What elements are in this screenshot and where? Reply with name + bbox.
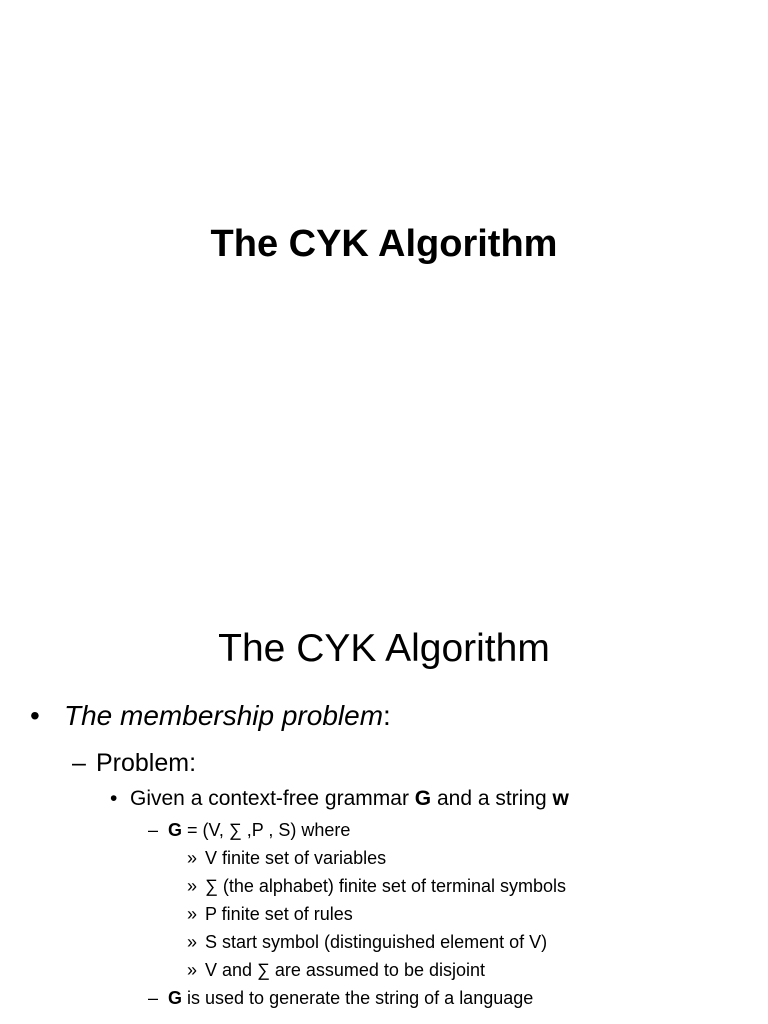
list-item-component [187,929,547,955]
bullet-g-used [148,985,533,1011]
component-text: ∑ (the alphabet) finite set of terminal symbols [205,876,566,896]
raquo-icon: » [187,848,198,868]
g-used-g: G [168,988,183,1008]
list-item-component [187,845,386,871]
raquo-icon: » [187,904,198,924]
membership-problem-colon: : [383,700,391,731]
slide-1-title: The CYK Algorithm [210,223,558,265]
component-text: P finite set of rules [205,904,353,924]
bullet-membership-problem [30,698,391,734]
component-text: V and ∑ are assumed to be disjoint [205,960,485,980]
membership-problem-text: The membership problem [64,700,384,731]
raquo-icon: » [187,876,198,896]
slide-2 [0,512,768,1024]
bullet-g-definition [148,817,350,843]
component-text: S start symbol (distinguished element of V) [205,932,548,952]
given-text-w: w [552,787,569,810]
bullet-dash-icon: – [148,820,159,840]
bullet-dash-icon: – [72,749,86,777]
g-used-rest: is used to generate the string of a language [182,988,534,1008]
component-text: V finite set of variables [205,848,387,868]
bullet-dot-icon: • [30,700,40,731]
g-def-g: G [168,820,183,840]
bullet-dot-icon: • [110,787,118,810]
given-text-pre: Given a context-free grammar [130,787,415,810]
g-def-rest: = (V, ∑ ,P , S) where [182,820,351,840]
slide-2-title: The CYK Algorithm [218,627,550,670]
list-item-component [187,873,566,899]
list-item-component [187,957,485,983]
bullet-dash-icon: – [148,988,159,1008]
raquo-icon: » [187,932,198,952]
raquo-icon: » [187,960,198,980]
given-text-mid: and a string [431,787,553,810]
given-text-g: G [414,787,432,810]
bullet-problem [72,747,196,779]
problem-label: Problem: [96,749,197,777]
bullet-given [110,785,569,813]
list-item-component [187,901,353,927]
